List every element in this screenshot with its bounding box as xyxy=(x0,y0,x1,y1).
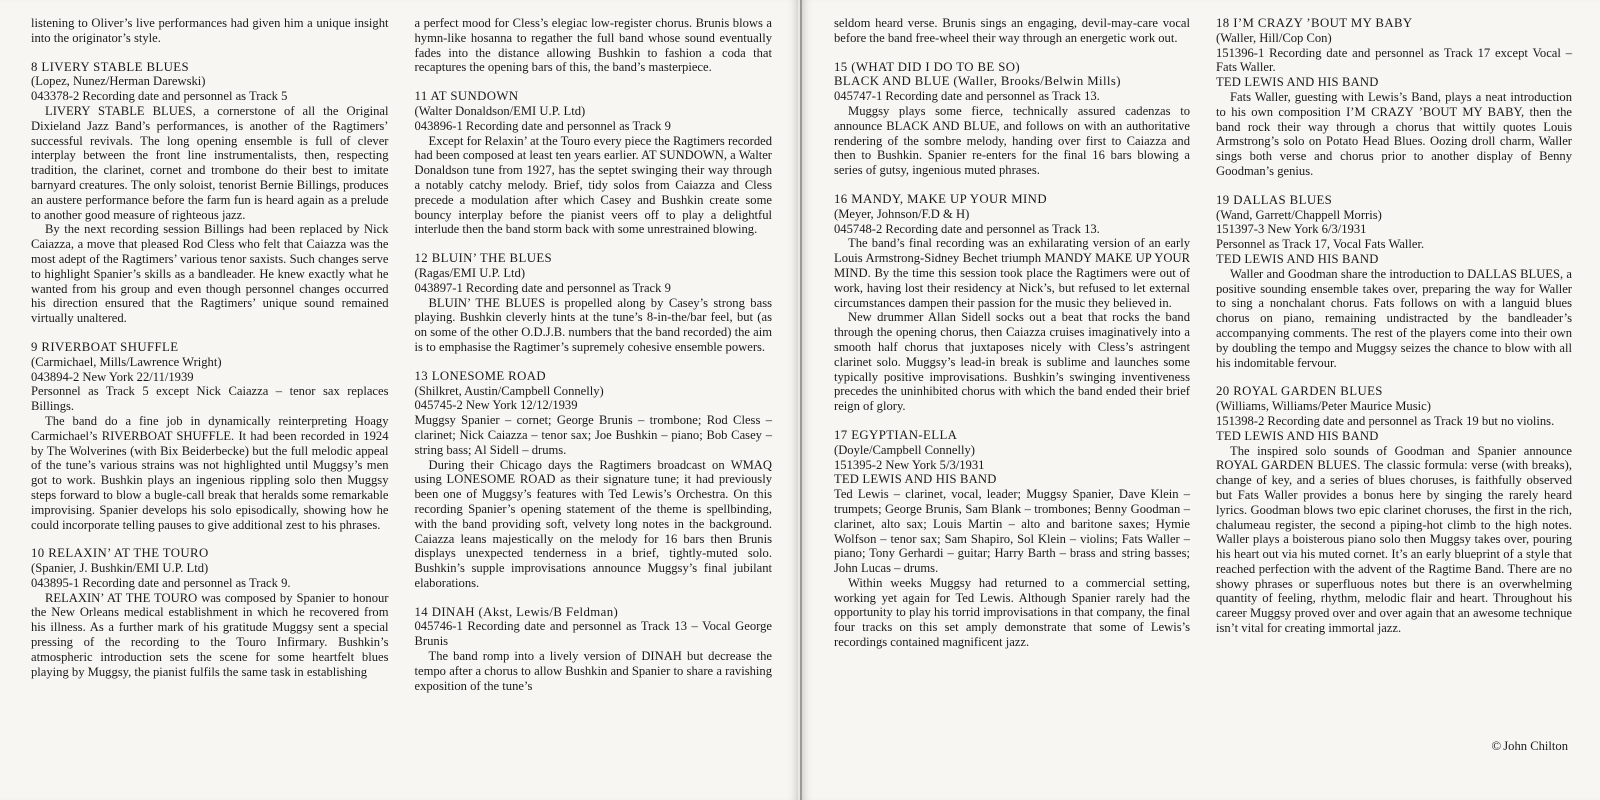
left-page xyxy=(0,0,798,800)
track-paragraph: RELAXIN’ AT THE TOURO was composed by Spanier to honour the New Orleans medical establishment in which he recovered from his illness. As a further mark of his gratitude Muggsy sent a special pressing of the recording to the Touro Infirmary. Bushkin’s atmospheric introduction sets the scene for some heartfelt blues playing by Muggsy, the pianist fulfils the same task in establishing xyxy=(31,590,389,679)
track-20 xyxy=(1216,384,1572,636)
track-title: 14 DINAH (Akst, Lewis/B Feldman) xyxy=(414,604,619,619)
track-14 xyxy=(415,605,773,694)
track-title: 13 LONESOME ROAD xyxy=(414,368,547,383)
track-composer: (Meyer, Johnson/F.D & H) xyxy=(834,206,970,221)
track-paragraph: The band do a fine job in dynamically reinterpreting Hoagy Carmichael’s RIVERBOAT SHUFFLE. It had been recorded in 1924 by The Wolverines (with Bix Beiderbecke) but the full melodic appeal of the tune’s various strains was not highlighted until Muggsy’s men got to work. Bushkin plays an ingenious rippling solo then Muggsy steps forward to blow a bugle-call break that heralds some remarkable improvising. Spanier develops his solo episodically, showing how he could incorporate telling pauses to give additional zest to his phrases. xyxy=(31,413,389,532)
track-catalog: 045746-1 Recording date and personnel as Track 13 – Vocal George Brunis xyxy=(414,619,772,649)
track-title: 17 EGYPTIAN-ELLA xyxy=(834,427,958,442)
track-paragraph: Within weeks Muggsy had returned to a commercial setting, working yet again for Ted Lewis. Although Spanier rarely had the opportunity to play his torrid improvisations in that company, the final four tracks on this set amply demonstrate that some of Lewis’s recordings contained magnificent jazz. xyxy=(834,575,1190,650)
continued-text: a perfect mood for Cless’s elegiac low-register chorus. Brunis blows a hymn-like hosanna to regather the full band whose sound eventually fades into the distance allowing Bushkin to fashion a coda that recaptures the opening bars of this, the band’s masterpiece. xyxy=(414,16,772,75)
track-composer: (Doyle/Campbell Connelly) xyxy=(834,442,975,457)
track-9 xyxy=(31,340,389,532)
track-composer: (Williams, Williams/Peter Maurice Music) xyxy=(1216,399,1431,414)
track-18 xyxy=(1216,16,1572,179)
track-title: 16 MANDY, MAKE UP YOUR MIND xyxy=(834,191,1047,206)
track-catalog: 151398-2 Recording date and personnel as Track 19 but no violins. xyxy=(1216,413,1555,428)
track-composer: (Shilkret, Austin/Campbell Connelly) xyxy=(414,383,604,398)
track-paragraph: Fats Waller, guesting with Lewis’s Band, plays a neat introduction to his own composition I’M CRAZY ’BOUT MY BABY, then the band rock their way through a chorus that wittily quotes Louis Armstrong’s solo on Potato Head Blues. Oozing droll charm, Waller sings both verse and chorus prior to another display of Benny Goodman’s genius. xyxy=(1216,89,1572,178)
track-paragraph: Muggsy plays some fierce, technically assured cadenzas to announce BLACK AND BLUE, and follows on with an authoritative rendering of the sombre melody, handing over first to Caiazza and then to Bushkin. Spanier re-enters for the final 16 bars blowing a series of gutsy, ingenious muted phrases. xyxy=(834,103,1190,178)
author-name: John Chilton xyxy=(1503,739,1568,753)
track-17 xyxy=(834,428,1190,650)
band-name: TED LEWIS AND HIS BAND xyxy=(1216,75,1379,90)
track-catalog: 043378-2 Recording date and personnel as Track 5 xyxy=(31,89,288,104)
track-paragraph: LIVERY STABLE BLUES, a cornerstone of all the Original Dixieland Jazz Band’s performances, is another of the Ragtimers’ successful revivals. The long opening ensemble is full of clever interplay between the front line instrumentalists, then, respecting tradition, the clarinet, cornet and trombone do their best to imitate barnyard creatures. The only soloist, tenorist Bernie Billings, produces an austere performance before the farm fun is heard again as a prelude to another good measure of righteous jazz. xyxy=(31,103,389,222)
right-page-column-2 xyxy=(1216,16,1572,800)
track-title: 12 BLUIN’ THE BLUES xyxy=(414,251,553,266)
track-title: 11 AT SUNDOWN xyxy=(414,89,519,104)
track-11 xyxy=(415,89,773,237)
right-page-column-1 xyxy=(834,16,1190,800)
track-catalog: 151397-3 New York 6/3/1931 xyxy=(1216,222,1367,237)
track-10 xyxy=(31,546,389,679)
right-page xyxy=(802,0,1600,800)
track-paragraph: By the next recording session Billings had been replaced by Nick Caiazza, a move that pleased Rod Cless who felt that Caiazza was the most adept of the Ragtimers’ various tenor saxists. Such changes serve to highlight Spanier’s skills as a bandleader. He knew exactly what he wanted from his group and even though personnel changes occurred his direction ensured that the Ragtimers’ unique sound remained virtually unaltered. xyxy=(31,222,389,326)
track-8 xyxy=(31,60,389,326)
track-title: 10 RELAXIN’ AT THE TOURO xyxy=(31,546,209,561)
track-paragraph: During their Chicago days the Ragtimers broadcast on WMAQ using LONESOME ROAD as their signature tune; it had previously been one of Muggsy’s features with Ted Lewis’s Orchestra. On this recording Spanier’s opening statement of the theme is spellbinding, with the band providing soft, velvety long notes in the background. Caiazza leans majestically on the melody for 16 bars then Brunis displays unexpected tenderness in a brief, tightly-muted solo. Bushkin’s supple improvisations announce Muggsy’s final jubilant elaborations. xyxy=(414,457,772,590)
track-paragraph: The band’s final recording was an exhilarating version of an early Louis Armstrong-Sidney Bechet triumph MANDY MAKE UP YOUR MIND. By the time this session took place the Ragtimers were out of work, having lost their residency at Nick’s, but refused to let external circumstances dampen their passion for the music they believed in. xyxy=(834,236,1190,310)
track-paragraph: New drummer Allan Sidell socks out a beat that rocks the band through the opening chorus, then Caiazza cruises imaginatively into a smooth half chorus that juxtaposes nicely with Cless’s astringent clarinet solo. Muggsy’s lead-in break is sublime and launches some typically positive improvisations. Bushkin’s swinging inventiveness precedes the uninhibited chorus with which the band ended their brief reign of glory. xyxy=(834,310,1190,414)
track-personnel: Muggsy Spanier – cornet; George Brunis – trombone; Rod Cless – clarinet; Nick Caiazza – tenor sax; Joe Bushkin – piano; Bob Casey – string bass; Al Sidell – drums. xyxy=(414,413,772,457)
track-title: 9 RIVERBOAT SHUFFLE xyxy=(31,339,179,354)
track-13 xyxy=(415,369,773,591)
track-paragraph: The inspired solo sounds of Goodman and Spanier announce ROYAL GARDEN BLUES. The classic formula: verse (with breaks), change of key, and a series of blues choruses, is faithfully observed but Fats Waller provides a bonus here by singing the rarely heard lyrics. Goodman blows two epic clarinet choruses, the first in the rich, chalumeau register, the second a piping-hot climb to the high notes. Waller plays a boisterous piano solo then Muggsy takes over, pouring his heart out via his muted cornet. It’s an early blueprint of a style that reached perfection with the advent of the Ragtime Band. There are no showy phrases or superfluous notes but there is an overwhelming quantity of feeling, rhythm, melodic flair and heart. Throughout his career Muggsy proved over and over again that an awesome technique isn’t vital for creating immortal jazz. xyxy=(1216,443,1572,636)
track-composer: (Carmichael, Mills/Lawrence Wright) xyxy=(31,354,222,369)
band-name: TED LEWIS AND HIS BAND xyxy=(834,472,997,487)
track-composer: (Waller, Hill/Cop Con) xyxy=(1216,30,1332,45)
track-12 xyxy=(415,251,773,355)
band-name: TED LEWIS AND HIS BAND xyxy=(1216,428,1379,443)
track-15 xyxy=(834,60,1190,178)
track-title: 8 LIVERY STABLE BLUES xyxy=(31,59,189,74)
track-composer: (Wand, Garrett/Chappell Morris) xyxy=(1216,207,1382,222)
track-catalog: 045745-2 New York 12/12/1939 xyxy=(414,398,578,413)
track-title: 20 ROYAL GARDEN BLUES xyxy=(1216,384,1383,399)
left-page-column-2 xyxy=(415,16,773,800)
author-credit xyxy=(1491,738,1568,754)
left-page-column-1 xyxy=(31,16,389,800)
track-title: 15 (WHAT DID I DO TO BE SO) xyxy=(834,59,1021,74)
track-composer: (Spanier, J. Bushkin/EMI U.P. Ltd) xyxy=(31,561,209,576)
track-composer: (Walter Donaldson/EMI U.P. Ltd) xyxy=(414,103,586,118)
track-title: 18 I’M CRAZY ’BOUT MY BABY xyxy=(1216,16,1413,30)
track-catalog: 043897-1 Recording date and personnel as Track 9 xyxy=(414,280,671,295)
track-catalog: 043895-1 Recording date and personnel as Track 9. xyxy=(31,575,291,590)
track-personnel: Personnel as Track 5 except Nick Caiazza – tenor sax replaces Billings. xyxy=(31,384,389,414)
track-catalog: 151395-2 New York 5/3/1931 xyxy=(834,457,985,472)
track-title: 19 DALLAS BLUES xyxy=(1216,192,1333,207)
track-catalog: 043894-2 New York 22/11/1939 xyxy=(31,369,194,384)
track-paragraph: BLUIN’ THE BLUES is propelled along by Casey’s strong bass playing. Bushkin cleverly hints at the tune’s 8-in-the/bar feel, but (as on some of the other O.D.J.B. numbers that the band recorded) the aim is to emphasise the Ragtimer’s supremely cohesive ensemble powers. xyxy=(414,295,772,354)
band-name: TED LEWIS AND HIS BAND xyxy=(1216,251,1379,266)
track-composer: (Lopez, Nunez/Herman Darewski) xyxy=(31,74,206,89)
track-personnel: Personnel as Track 17, Vocal Fats Waller. xyxy=(1216,237,1425,252)
track-composer: (Ragas/EMI U.P. Ltd) xyxy=(414,265,526,280)
track-personnel: Ted Lewis – clarinet, vocal, leader; Muggsy Spanier, Dave Klein – trumpets; George Brunis, Sam Blank – trombones; Benny Goodman – clarinet, alto sax; Louis Martin – alto and baritone saxes; Hymie Wolfson – tenor sax; Sam Shapiro, Sol Klein – violins; Fats Waller – piano; Tony Gerhardi – guitar; Harry Barth – brass and string basses; John Lucas – drums. xyxy=(834,487,1190,576)
track-title-line-2: BLACK AND BLUE (Waller, Brooks/Belwin Mills) xyxy=(834,74,1121,89)
track-catalog: 045748-2 Recording date and personnel as Track 13. xyxy=(834,221,1100,236)
copyright-icon: © xyxy=(1491,738,1502,753)
track-paragraph: Except for Relaxin’ at the Touro every piece the Ragtimers recorded had been composed at least ten years earlier. AT SUNDOWN, a Walter Donaldson tune from 1927, has the septet swinging their way through a notably catchy melody. Brief, tidy solos from Caiazza and Cless precede a modulation after which Casey and Bushkin create some bouncy interplay before the pianist veers off to play a delightful interlude then the band storm back with some unrestrained blowing. xyxy=(414,133,772,237)
continued-text: seldom heard verse. Brunis sings an engaging, devil-may-care vocal before the band free-wheel their way through an energetic work out. xyxy=(834,16,1190,45)
track-19 xyxy=(1216,193,1572,371)
track-catalog: 043896-1 Recording date and personnel as Track 9 xyxy=(414,118,671,133)
track-catalog: 151396-1 Recording date and personnel as Track 17 except Vocal – Fats Waller. xyxy=(1216,45,1572,75)
track-16 xyxy=(834,192,1190,414)
track-paragraph: Waller and Goodman share the introduction to DALLAS BLUES, a positive sounding ensemble takes over, preparing the way for Waller to sing a nonchalant chorus. Fats follows on with a languid blues chorus on piano, remaining undistracted by the bandleader’s accompanying comments. The rest of the players come into their own by doubling the tempo and Muggsy seizes the chance to blow with all his indomitable fervour. xyxy=(1216,266,1572,370)
continued-text: listening to Oliver’s live performances had given him a unique insight into the originator’s style. xyxy=(31,16,389,45)
track-catalog: 045747-1 Recording date and personnel as Track 13. xyxy=(834,89,1100,104)
track-paragraph: The band romp into a lively version of DINAH but decrease the tempo after a chorus to allow Bushkin and Spanier to share a ravishing exposition of the tune’s xyxy=(414,649,772,693)
